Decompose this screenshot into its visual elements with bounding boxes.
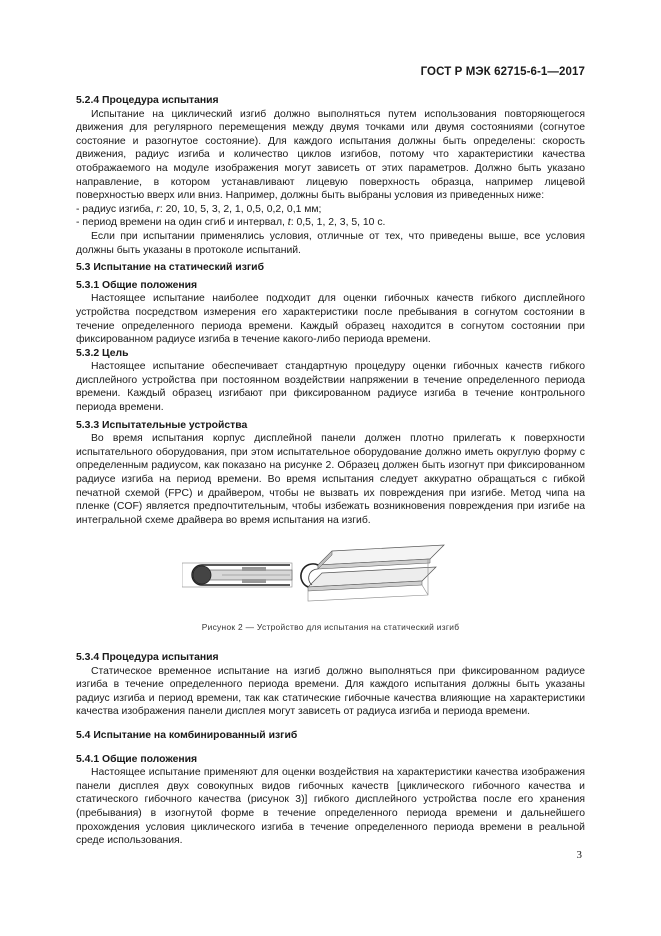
perspective-view-drawing: [301, 545, 444, 601]
page-number: 3: [576, 849, 582, 861]
page-content: [76, 94, 585, 848]
heading-5-3: 5.3 Испытание на статический изгиб: [76, 262, 264, 274]
heading-5-4-1: 5.4.1 Общие положения: [76, 753, 198, 765]
list-item-bend-radius: - радиус изгиба, r: 20, 10, 5, 3, 2, 1, 0,5, 0,2, 0,1 мм;: [76, 203, 322, 215]
side-view-drawing: [182, 563, 292, 587]
heading-5-4: 5.4 Испытание на комбинированный изгиб: [76, 729, 298, 741]
list-item-time-period: - период времени на один сгиб и интервал, t: 0,5, 1, 2, 3, 5, 10 с.: [76, 217, 386, 229]
paragraph-5-2-4-main: Испытание на циклический изгиб должно выполняться путем использования повторяющегося движения для регулярного перемещения между двумя точками или двумя состояниями (согнутое состояние и разогнутое состояние). Для каждого испытания должны быть определены: скорость движения, радиус изгиба и количество циклов изгибов, потому что характеристики качества отображаемого на модуле изображения могут зависеть от этих параметров. Должно быть указано направление, в котором устанавливают лицевую поверхность образца, например лицевой поверхностью вверх или вниз. Например, должны быть выбраны условия из приведенных ниже:: [76, 108, 585, 202]
heading-5-2-4: 5.2.4 Процедура испытания: [76, 95, 219, 106]
paragraph-5-3-3: Во время испытания корпус дисплейной панели должен плотно прилегать к поверхности испытательного оборудования, при этом испытательное оборудование должно иметь округлую форму с определенным радиусом, как показано на рисунке 2. Образец должен быть изогнут при фиксированном радиусе изгиба на период времени. Во время испытания следует аккуратно обращаться с гибкой печатной схемой (FPC) и драйвером, чтобы не вызвать их повреждения при изгибе. Метод чипа на пленке (COF) является предпочтительным, чтобы избежать возникновения повреждения при изгибе на интегральной схеме драйвера во время испытания на изгиб.: [76, 433, 585, 526]
heading-5-3-3: 5.3.3 Испытательные устройства: [76, 419, 248, 431]
figure-2-caption: Рисунок 2 — Устройство для испытания на статический изгиб: [201, 622, 460, 633]
static-bend-device-illustration: [182, 543, 472, 605]
paragraph-5-3-2: Настоящее испытание обеспечивает стандартную процедуру оценки гибочных качеств гибкого дисплейного устройства при постоянном воздействии напряжении в течение определенного периода времени. Каждый образец изгибают при фиксированном радиусе изгиба в течение контрольного периода времени.: [76, 361, 585, 414]
paragraph-5-2-4-conditions: Если при испытании применялись условия, отличные от тех, что приведены выше, все условия должны быть указаны в протоколе испытаний.: [76, 230, 585, 256]
heading-5-3-4: 5.3.4 Процедура испытания: [76, 652, 219, 663]
paragraph-5-3-1: Настоящее испытание наиболее подходит для оценки гибочных качеств гибкого дисплейного устройства посредством измерения его характеристики после пребывания в согнутом состоянии в течение определенного периода времени. Каждый образец находится в согнутом состоянии при фиксированном радиусе изгиба в течение какого-либо периода времени.: [76, 293, 585, 346]
figure-2: [76, 543, 585, 607]
heading-5-3-1: 5.3.1 Общие положения: [76, 279, 198, 291]
paragraph-5-3-4: Статическое временное испытание на изгиб должно выполняться при фиксированном радиусе изгиба в течение определенного периода времени. Для каждого испытания должны быть указаны радиус изгиба и период времени, так как статические гибочные качества влияющие на характеристики качества изображения панели дисплея могут зависеть от радиуса изгиба и периода времени.: [76, 665, 585, 718]
document-code: ГОСТ Р МЭК 62715-6-1—2017: [420, 66, 585, 78]
heading-5-3-2: 5.3.2 Цель: [76, 347, 129, 359]
paragraph-5-4-1: Настоящее испытание применяют для оценки воздействия на характеристики качества изображения панели дисплея двух совокупных видов гибочных качеств [циклического гибочного качества и статического гибочного качества (рисунок 3)] гибкого дисплейного устройства после его хранения (пребывания) в изогнутой форме в течение определенного периода времени и дальнейшего прохождения условия циклического изгиба в течение определенного периода времени в реальной среде использования.: [76, 767, 585, 847]
